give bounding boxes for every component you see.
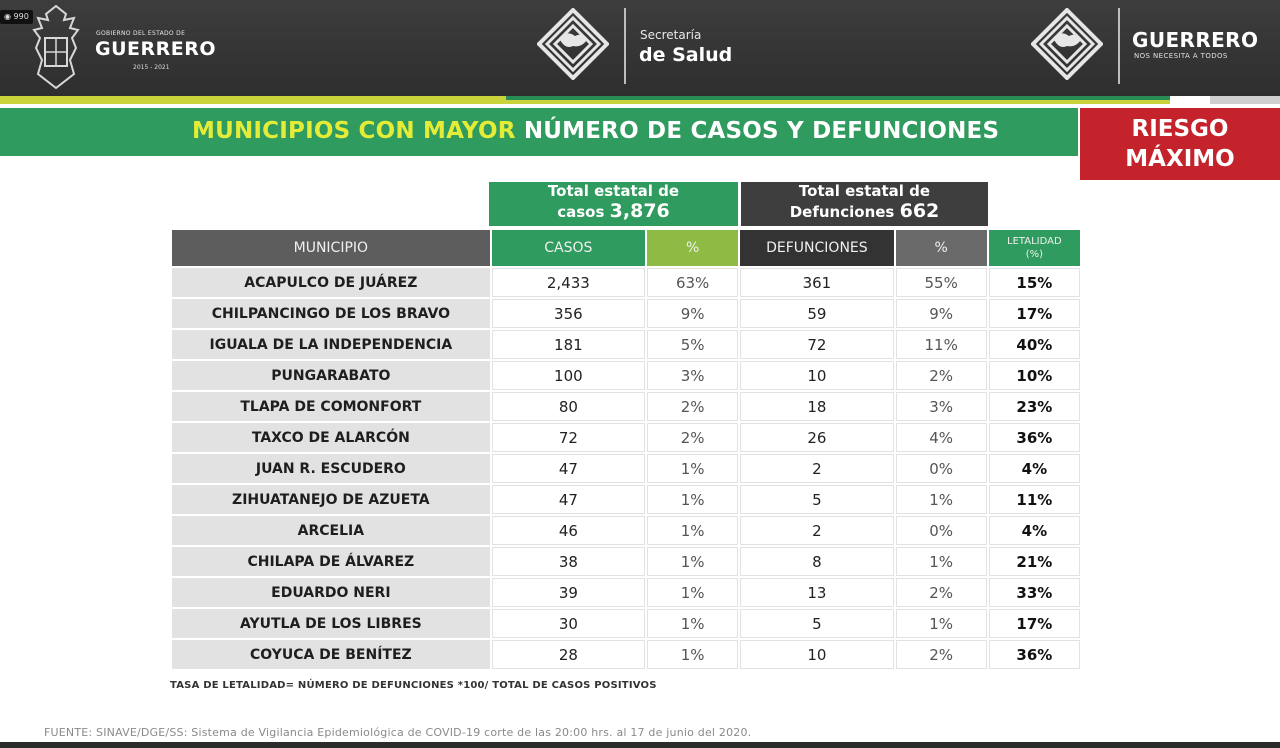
table-row	[172, 454, 1080, 483]
table-row	[172, 392, 1080, 421]
cell-def-pct: 9%	[896, 299, 987, 328]
cell-municipio: TAXCO DE ALARCÓN	[172, 423, 490, 452]
cell-letalidad: 15%	[989, 268, 1080, 297]
cell-municipio: AYUTLA DE LOS LIBRES	[172, 609, 490, 638]
guerrero-slogan: NOS NECESITA A TODOS	[1134, 52, 1228, 60]
table-row	[172, 547, 1080, 576]
cell-casos: 28	[492, 640, 645, 669]
guerrero-emblem-logo	[537, 8, 609, 80]
total-cases-value: 3,876	[609, 200, 670, 222]
viewer-count-badge	[0, 10, 33, 24]
total-deaths-box	[741, 182, 988, 226]
cell-municipio: ARCELIA	[172, 516, 490, 545]
cell-def-pct: 2%	[896, 361, 987, 390]
cell-casos-pct: 2%	[647, 423, 738, 452]
cell-def-pct: 11%	[896, 330, 987, 359]
bottom-bar	[0, 742, 1280, 748]
cell-municipio: PUNGARABATO	[172, 361, 490, 390]
cell-defunciones: 2	[740, 516, 893, 545]
cell-letalidad: 11%	[989, 485, 1080, 514]
guerrero-brand: GUERRERO	[1132, 28, 1259, 52]
column-header-letalidad	[989, 230, 1080, 266]
total-deaths-label: Total estatal de	[798, 182, 931, 200]
risk-line-1: RIESGO	[1131, 116, 1229, 142]
cell-letalidad: 23%	[989, 392, 1080, 421]
cell-defunciones: 2	[740, 454, 893, 483]
cell-letalidad: 17%	[989, 299, 1080, 328]
cell-casos-pct: 1%	[647, 516, 738, 545]
cell-letalidad: 36%	[989, 423, 1080, 452]
cell-defunciones: 72	[740, 330, 893, 359]
table-row	[172, 268, 1080, 297]
cell-municipio: COYUCA DE BENÍTEZ	[172, 640, 490, 669]
cell-casos: 72	[492, 423, 645, 452]
cell-municipio: CHILPANCINGO DE LOS BRAVO	[172, 299, 490, 328]
cell-casos-pct: 1%	[647, 640, 738, 669]
cell-def-pct: 1%	[896, 547, 987, 576]
cell-defunciones: 59	[740, 299, 893, 328]
cell-casos-pct: 5%	[647, 330, 738, 359]
title-banner	[0, 108, 1078, 156]
secretaria-label: Secretaría	[640, 28, 702, 42]
cell-casos-pct: 2%	[647, 392, 738, 421]
cell-defunciones: 13	[740, 578, 893, 607]
municipalities-table	[170, 228, 1082, 671]
cell-def-pct: 55%	[896, 268, 987, 297]
guerrero-emblem-logo	[1031, 8, 1103, 80]
cell-defunciones: 10	[740, 361, 893, 390]
risk-badge	[1080, 108, 1280, 180]
cell-municipio: CHILAPA DE ÁLVAREZ	[172, 547, 490, 576]
cell-municipio: TLAPA DE COMONFORT	[172, 392, 490, 421]
table-row	[172, 361, 1080, 390]
cell-defunciones: 8	[740, 547, 893, 576]
column-header-casos-pct: %	[647, 230, 738, 266]
total-deaths-value: 662	[899, 200, 940, 222]
cell-defunciones: 26	[740, 423, 893, 452]
cell-letalidad: 4%	[989, 454, 1080, 483]
cell-casos: 80	[492, 392, 645, 421]
cell-def-pct: 1%	[896, 485, 987, 514]
risk-line-2: MÁXIMO	[1125, 146, 1235, 172]
cell-casos-pct: 1%	[647, 547, 738, 576]
cell-municipio: ACAPULCO DE JUÁREZ	[172, 268, 490, 297]
cell-letalidad: 4%	[989, 516, 1080, 545]
salud-label: de Salud	[639, 44, 733, 66]
color-stripe	[0, 96, 1280, 104]
total-cases-label-2: casos	[557, 203, 605, 221]
state-shield-logo	[30, 4, 82, 90]
cell-def-pct: 2%	[896, 578, 987, 607]
header-bar	[0, 0, 1280, 96]
cell-casos: 181	[492, 330, 645, 359]
table-row	[172, 516, 1080, 545]
cell-def-pct: 0%	[896, 454, 987, 483]
state-name: GUERRERO	[95, 38, 217, 60]
header-divider	[1118, 8, 1120, 84]
total-cases-label: Total estatal de	[547, 182, 680, 200]
cell-casos-pct: 63%	[647, 268, 738, 297]
column-header-def-pct: %	[896, 230, 987, 266]
cell-municipio: ZIHUATANEJO DE AZUETA	[172, 485, 490, 514]
cell-letalidad: 17%	[989, 609, 1080, 638]
table-row	[172, 640, 1080, 669]
cell-casos-pct: 1%	[647, 485, 738, 514]
cell-casos-pct: 1%	[647, 454, 738, 483]
title-highlight: MUNICIPIOS CON MAYOR	[192, 118, 516, 144]
government-label: GOBIERNO DEL ESTADO DE	[96, 30, 186, 37]
total-cases-box	[489, 182, 738, 226]
government-years: 2015 - 2021	[133, 64, 170, 71]
cell-def-pct: 2%	[896, 640, 987, 669]
column-header-defunciones: DEFUNCIONES	[740, 230, 893, 266]
total-deaths-label-2: Defunciones	[789, 203, 895, 221]
cell-casos: 30	[492, 609, 645, 638]
table-header-row	[172, 230, 1080, 266]
column-header-casos: CASOS	[492, 230, 645, 266]
letalidad-label: LETALIDAD	[1007, 236, 1062, 247]
cell-letalidad: 21%	[989, 547, 1080, 576]
cell-casos-pct: 9%	[647, 299, 738, 328]
cell-letalidad: 40%	[989, 330, 1080, 359]
cell-letalidad: 10%	[989, 361, 1080, 390]
cell-municipio: IGUALA DE LA INDEPENDENCIA	[172, 330, 490, 359]
cell-def-pct: 0%	[896, 516, 987, 545]
cell-letalidad: 36%	[989, 640, 1080, 669]
table-row	[172, 578, 1080, 607]
table-row	[172, 485, 1080, 514]
cell-municipio: JUAN R. ESCUDERO	[172, 454, 490, 483]
cell-casos: 46	[492, 516, 645, 545]
header-divider	[624, 8, 626, 84]
cell-casos: 38	[492, 547, 645, 576]
table-row	[172, 330, 1080, 359]
table-row	[172, 423, 1080, 452]
cell-casos: 356	[492, 299, 645, 328]
title-rest: NÚMERO DE CASOS Y DEFUNCIONES	[523, 118, 1000, 144]
column-header-municipio: MUNICIPIO	[172, 230, 490, 266]
cell-casos: 2,433	[492, 268, 645, 297]
page-title	[192, 118, 999, 144]
source-note: FUENTE: SINAVE/DGE/SS: Sistema de Vigilancia Epidemiológica de COVID-19 corte de las 20:00 hrs. al 17 de junio del 2020.	[44, 726, 752, 739]
cell-defunciones: 361	[740, 268, 893, 297]
cell-defunciones: 10	[740, 640, 893, 669]
letalidad-unit: (%)	[1025, 249, 1044, 260]
cell-casos: 39	[492, 578, 645, 607]
cell-defunciones: 18	[740, 392, 893, 421]
lethality-formula-note: TASA DE LETALIDAD= NÚMERO DE DEFUNCIONES *100/ TOTAL DE CASOS POSITIVOS	[170, 680, 657, 691]
table-row	[172, 609, 1080, 638]
cell-defunciones: 5	[740, 609, 893, 638]
cell-def-pct: 1%	[896, 609, 987, 638]
cell-casos-pct: 1%	[647, 578, 738, 607]
cell-casos-pct: 1%	[647, 609, 738, 638]
cell-casos: 100	[492, 361, 645, 390]
table-row	[172, 299, 1080, 328]
cell-casos: 47	[492, 454, 645, 483]
cell-def-pct: 3%	[896, 392, 987, 421]
viewer-count: 990	[13, 12, 29, 21]
cell-letalidad: 33%	[989, 578, 1080, 607]
cell-municipio: EDUARDO NERI	[172, 578, 490, 607]
cell-defunciones: 5	[740, 485, 893, 514]
cell-casos: 47	[492, 485, 645, 514]
eye-icon: ◉	[4, 12, 11, 21]
cell-casos-pct: 3%	[647, 361, 738, 390]
cell-def-pct: 4%	[896, 423, 987, 452]
